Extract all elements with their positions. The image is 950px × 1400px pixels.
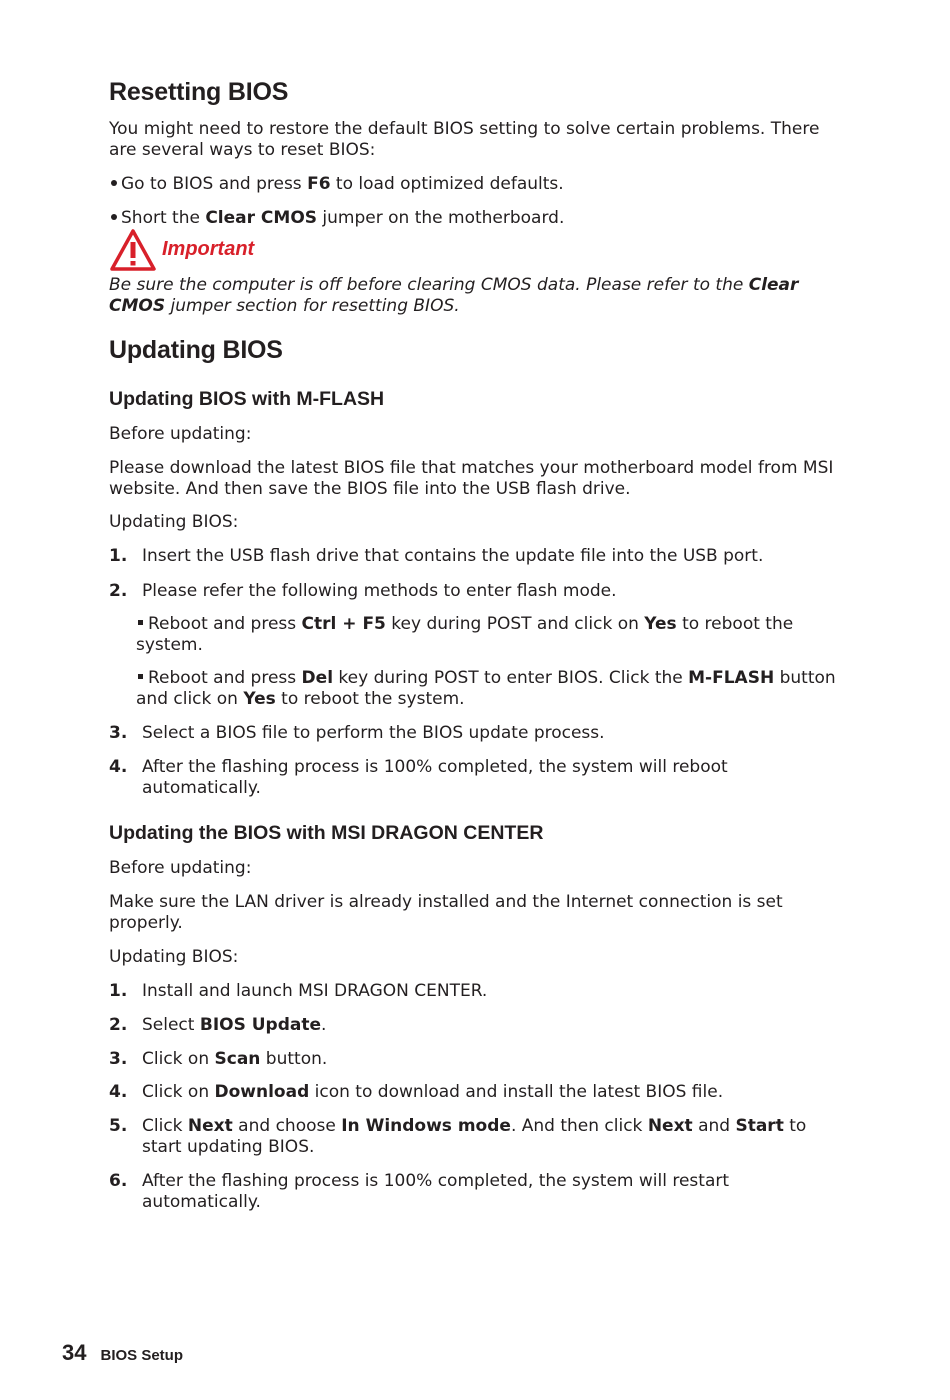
page-footer [62,1340,183,1366]
dragon-before-label: Before updating: [109,858,252,878]
updating-bios-heading: Updating BIOS [109,336,283,364]
bullet-dot [111,214,117,220]
resetting-bios-heading: Resetting BIOS [109,78,289,106]
important-callout [109,228,409,272]
bullet-square [138,674,143,679]
bullet-clear-cmos: Short the Clear CMOS jumper on the motherboard. [109,208,849,229]
bullet-load-defaults: Go to BIOS and press F6 to load optimized defaults. [109,174,849,195]
dragon-step-5: 5. Click Next and choose In Windows mode. And then click Next and Start to start updating BIOS. [109,1116,807,1157]
bullet-square [138,620,143,625]
important-label: Important [162,238,255,260]
dragon-description: Make sure the LAN driver is already installed and the Internet connection is set properly. [109,892,783,933]
dragon-center-subheading: Updating the BIOS with MSI DRAGON CENTER [109,822,544,844]
mflash-step-1: 1. Insert the USB flash drive that contains the update file into the USB port. [109,546,764,566]
dragon-step-3: 3. Click on Scan button. [109,1049,328,1069]
mflash-before-label: Before updating: [109,424,252,444]
mflash-step-2: 2. Please refer the following methods to enter flash mode. [109,581,617,601]
warning-triangle-icon [109,228,157,272]
mflash-method-del: Reboot and press Del key during POST to enter BIOS. Click the M-FLASH button and click on Yes to reboot the system. [136,668,836,709]
mflash-updating-label: Updating BIOS: [109,512,239,532]
mflash-step-4: 4. After the flashing process is 100% completed, the system will reboot automatically. [109,757,728,798]
mflash-step-3: 3. Select a BIOS file to perform the BIOS update process. [109,723,605,743]
footer-section-title: BIOS Setup [100,1347,183,1364]
mflash-method-ctrl-f5: Reboot and press Ctrl + F5 key during POST and click on Yes to reboot the system. [136,614,794,655]
dragon-step-1: 1. Install and launch MSI DRAGON CENTER. [109,981,488,1001]
dragon-step-4: 4. Click on Download icon to download and install the latest BIOS file. [109,1082,724,1102]
important-note: Be sure the computer is off before clearing CMOS data. Please refer to the Clear CMOS jumper section for resetting BIOS. [109,275,799,316]
dragon-step-2: 2. Select BIOS Update. [109,1015,327,1035]
page-number: 34 [62,1340,87,1365]
reset-intro: You might need to restore the default BIOS setting to solve certain problems. There are several ways to reset BIOS: [109,119,820,160]
dragon-updating-label: Updating BIOS: [109,947,239,967]
bullet-dot [111,180,117,186]
mflash-subheading: Updating BIOS with M-FLASH [109,388,385,410]
mflash-description: Please download the latest BIOS file that matches your motherboard model from MSI website. And then save the BIOS file into the USB flash drive. [109,458,834,499]
dragon-step-6: 6. After the flashing process is 100% completed, the system will restart automatically. [109,1171,730,1212]
